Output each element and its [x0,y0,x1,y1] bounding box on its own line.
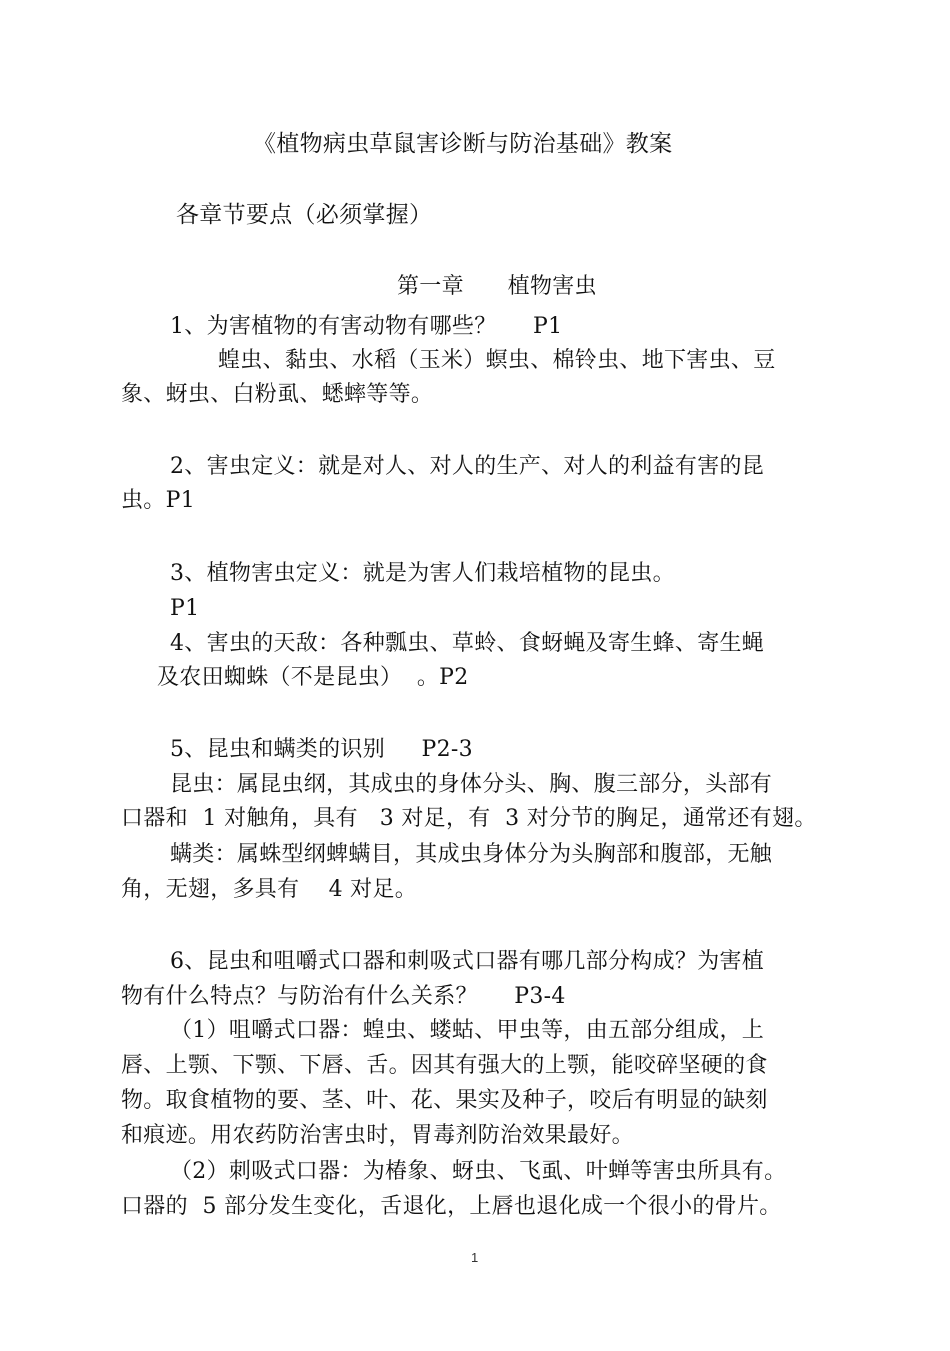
paragraph-line: （2）刺吸式口器：为椿象、蚜虫、飞虱、叶蝉等害虫所具有。 [170,1159,787,1184]
paragraph-line: 象、蚜虫、白粉虱、蟋蟀等等。 [121,382,434,407]
page-number: 1 [471,1250,479,1265]
paragraph-line: 口器和 1 对触角，具有 3 对足，有 3 对分节的胸足，通常还有翅。 [121,806,817,831]
paragraph-line: 3、植物害虫定义：就是为害人们栽培植物的昆虫。 [170,561,675,586]
paragraph-line: 1、为害植物的有害动物有哪些？ P1 [170,314,563,339]
paragraph-line: 和痕迹。用农药防治害虫时，胃毒剂防治效果最好。 [121,1123,634,1148]
paragraph-line: 虫。P1 [121,488,195,513]
paragraph-line: 及农田蜘蛛（不是昆虫） 。P2 [157,665,469,690]
paragraph-line: 5、昆虫和螨类的识别 P2-3 [170,737,473,762]
paragraph-line: 6、昆虫和咀嚼式口器和刺吸式口器有哪几部分构成？为害植 [170,949,765,974]
paragraph-line: （1）咀嚼式口器：蝗虫、蝼蛄、甲虫等，由五部分组成，上 [170,1018,765,1043]
document-title: 《植物病虫草鼠害诊断与防治基础》教案 [253,131,673,157]
chapter-heading: 第一章 植物害虫 [397,274,597,299]
paragraph-line: P1 [170,596,200,621]
paragraph-line: 昆虫：属昆虫纲，其成虫的身体分头、胸、腹三部分，头部有 [170,772,773,797]
paragraph-line: 物。取食植物的要、茎、叶、花、果实及种子，咬后有明显的缺刻 [121,1088,768,1113]
paragraph-line: 唇、上颚、下颚、下唇、舌。因其有强大的上颚，能咬碎坚硬的食 [121,1053,768,1078]
paragraph-line: 蝗虫、黏虫、水稻（玉米）螟虫、棉铃虫、地下害虫、豆 [218,348,776,373]
paragraph-line: 口器的 5 部分发生变化，舌退化，上唇也退化成一个很小的骨片。 [121,1194,782,1219]
document-subtitle: 各章节要点（必须掌握） [176,202,433,228]
paragraph-line: 角，无翅，多具有 4 对足。 [121,877,418,902]
paragraph-line: 物有什么特点？与防治有什么关系？ P3-4 [121,984,566,1009]
paragraph-line: 2、害虫定义：就是对人、对人的生产、对人的利益有害的昆 [170,454,765,479]
paragraph-line: 4、害虫的天敌：各种瓢虫、草蛉、食蚜蝇及寄生蜂、寄生蝇 [170,631,765,656]
paragraph-line: 螨类：属蛛型纲蜱螨目，其成虫身体分为头胸部和腹部，无触 [170,842,773,867]
